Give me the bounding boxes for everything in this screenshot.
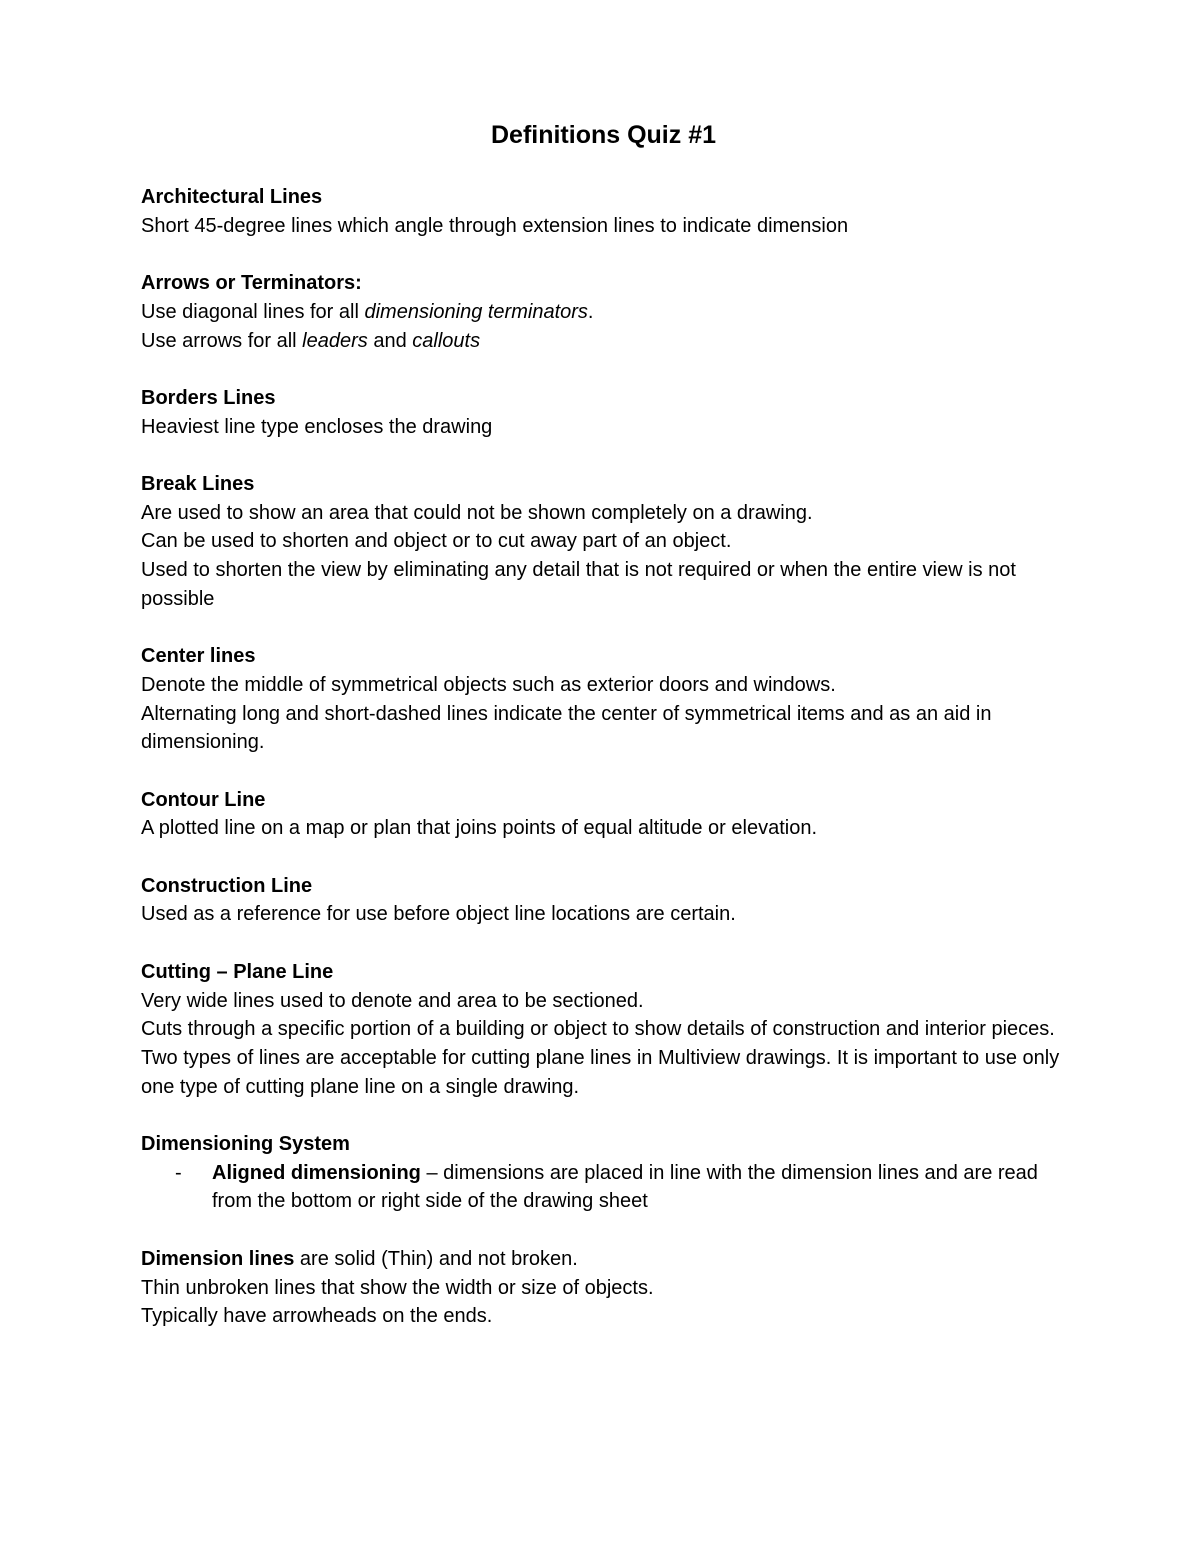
definition-term: Cutting – Plane Line: [141, 960, 334, 983]
definition-term: Arrows or Terminators:: [141, 272, 362, 295]
text-run: Use arrows for all: [141, 329, 303, 352]
definition-term: Architectural Lines: [141, 186, 323, 208]
definition-term: Break Lines: [141, 472, 255, 495]
bullet-text: [212, 1159, 1066, 1216]
definition-text: Two types of lines are acceptable for cutting plane lines in Multiview drawings. It is important to use only one type of cutting plane line on a single drawing.: [141, 1046, 1060, 1098]
text-run: – dimensions are placed in line with the dimension lines and are read from the bottom or right side of the drawing sheet: [212, 1161, 1038, 1213]
definition-contour-line: [141, 786, 1066, 843]
definition-text: [141, 327, 1066, 356]
definition-text: Thin unbroken lines that show the width or size of objects.: [141, 1276, 654, 1299]
definition-dimension-lines: [141, 1245, 1066, 1331]
definition-cutting-plane-line: [141, 958, 1066, 1102]
text-run: and: [367, 329, 413, 352]
definition-center-lines: [141, 642, 1066, 757]
definition-construction-line: [141, 872, 1066, 929]
definition-term: Center lines: [141, 645, 256, 668]
definition-dimensioning-system: [141, 1130, 1066, 1216]
definition-text: [141, 298, 1066, 327]
definition-text: Alternating long and short-dashed lines indicate the center of symmetrical items and as an aid in dimensioning.: [141, 702, 992, 754]
text-run: are solid (Thin) and not broken.: [294, 1247, 578, 1270]
definition-term: Dimensioning System: [141, 1133, 350, 1156]
italic-text-run: leaders: [302, 329, 368, 352]
definition-architectural-lines: [141, 183, 1066, 240]
definition-term: Dimension lines: [141, 1247, 295, 1270]
text-run: Use diagonal lines for all: [141, 300, 365, 323]
definition-term: Construction Line: [141, 874, 313, 897]
definition-term: Borders Lines: [141, 386, 276, 409]
definition-text: Denote the middle of symmetrical objects such as exterior doors and windows.: [141, 673, 836, 696]
italic-text-run: callouts: [412, 329, 481, 352]
definition-text: Cuts through a specific portion of a building or object to show details of construction and interior pieces.: [141, 1018, 1055, 1041]
definition-text: Short 45-degree lines which angle through extension lines to indicate dimension: [141, 214, 849, 237]
definition-text: Used to shorten the view by eliminating any detail that is not required or when the entire view is not possible: [141, 559, 1016, 610]
page-title: Definitions Quiz #1: [490, 121, 717, 149]
definition-break-lines: [141, 470, 1066, 614]
definition-term: Contour Line: [141, 788, 266, 811]
bold-text-run: Aligned dimensioning: [212, 1161, 421, 1184]
document-content: [141, 118, 1066, 1360]
definition-text: Can be used to shorten and object or to cut away part of an object.: [141, 530, 732, 553]
text-run: .: [587, 300, 594, 323]
definition-borders-lines: [141, 384, 1066, 441]
definition-text: [141, 1245, 1066, 1274]
definition-arrows-terminators: [141, 269, 1066, 355]
definition-text: Are used to show an area that could not be shown completely on a drawing.: [141, 501, 813, 524]
definition-text: Heaviest line type encloses the drawing: [141, 415, 493, 438]
italic-text-run: dimensioning terminators: [364, 300, 588, 323]
definition-text: Used as a reference for use before object line locations are certain.: [141, 903, 736, 926]
bullet-dash: -: [175, 1161, 182, 1184]
definition-text: Typically have arrowheads on the ends.: [141, 1305, 493, 1328]
definition-text: Very wide lines used to denote and area to be sectioned.: [141, 989, 644, 1012]
bullet-list-item: [141, 1159, 1066, 1216]
definition-text: A plotted line on a map or plan that joins points of equal altitude or elevation.: [141, 817, 818, 840]
